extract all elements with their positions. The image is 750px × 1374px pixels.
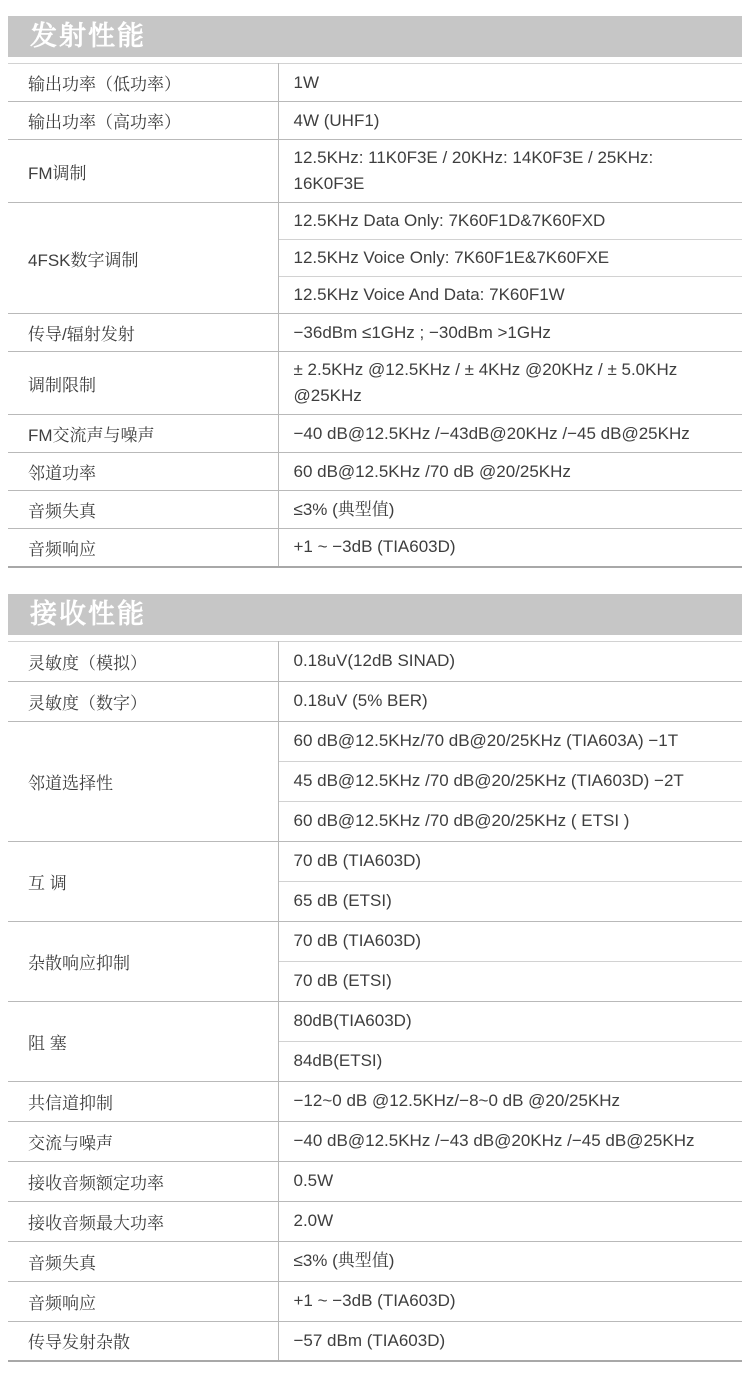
spec-label: 邻道功率 — [8, 453, 278, 491]
spec-value: 12.5KHz Voice Only: 7K60F1E&7K60FXE — [278, 240, 742, 277]
spec-value: −57 dBm (TIA603D) — [293, 1330, 446, 1350]
spec-label: 邻道选择性 — [8, 721, 278, 841]
table-row — [8, 1241, 742, 1281]
spec-value: +1 ~ −3dB (TIA603D) — [293, 537, 456, 557]
spec-value: 70 dB (TIA603D) — [278, 841, 742, 881]
spec-label: 输出功率（高功率） — [8, 102, 278, 140]
table-row — [8, 841, 742, 881]
table-row — [8, 64, 742, 102]
table-row — [8, 453, 742, 491]
spec-value: 70 dB (ETSI) — [278, 961, 742, 1001]
table-row — [8, 1281, 742, 1321]
spec-value: ≤3% (典型值) — [278, 491, 742, 529]
spec-value: +1 ~ −3dB (TIA603D) — [278, 1281, 742, 1321]
table-row — [8, 529, 742, 567]
table-row — [8, 921, 742, 961]
spec-label: 输出功率（低功率） — [8, 64, 278, 102]
spec-value: ± 2.5KHz @12.5KHz / ± 4KHz @20KHz / ± 5.0KHz @25KHz — [278, 352, 742, 415]
spec-label: 杂散响应抑制 — [8, 921, 278, 1001]
spec-value: −40 dB@12.5KHz /−43dB@20KHz /−45 dB@25KHz — [278, 415, 742, 453]
spec-value: 45 dB@12.5KHz /70 dB@20/25KHz (TIA603D) −2T — [278, 761, 742, 801]
spec-label: 接收音频最大功率 — [8, 1201, 278, 1241]
rx-section-title: 接收性能 — [30, 598, 146, 629]
table-row — [8, 1081, 742, 1121]
spec-value: −40 dB@12.5KHz /−43 dB@20KHz /−45 dB@25KHz — [278, 1121, 742, 1161]
tx-section-title: 发射性能 — [30, 21, 146, 51]
spec-label: 互 调 — [8, 841, 278, 921]
spec-value: 4W (UHF1) — [278, 102, 742, 140]
spec-value: 2.0W — [278, 1201, 742, 1241]
spec-value: 0.5W — [278, 1161, 742, 1201]
spec-value: 12.5KHz Data Only: 7K60F1D&7K60FXD — [278, 203, 742, 240]
spec-value: −36dBm ≤1GHz ; −30dBm >1GHz — [278, 314, 742, 352]
spec-label: FM调制 — [8, 140, 278, 203]
table-row — [8, 102, 742, 140]
spec-label: 调制限制 — [8, 352, 278, 415]
table-row — [8, 352, 742, 415]
rx-section-header — [8, 594, 742, 635]
rx-spec-table — [8, 641, 742, 1363]
spec-value: 1W — [278, 64, 742, 102]
table-row — [8, 1321, 742, 1361]
spec-value: 65 dB (ETSI) — [278, 881, 742, 921]
table-row — [8, 203, 742, 240]
table-row — [8, 1001, 742, 1041]
table-row — [8, 140, 742, 203]
spec-value: ≤3% (典型值) — [278, 1241, 742, 1281]
spec-value: −12~0 dB @12.5KHz/−8~0 dB @20/25KHz — [278, 1081, 742, 1121]
spec-label: 音频响应 — [8, 1281, 278, 1321]
table-row — [8, 641, 742, 681]
tx-performance-section — [8, 16, 742, 568]
table-row — [8, 721, 742, 761]
spec-value: 12.5KHz: 11K0F3E / 20KHz: 14K0F3E / 25KHz: 16K0F3E — [278, 140, 742, 203]
table-row — [8, 1201, 742, 1241]
table-row — [8, 1121, 742, 1161]
table-row — [8, 491, 742, 529]
spec-label: 交流与噪声 — [8, 1121, 278, 1161]
spec-value: 70 dB (TIA603D) — [278, 921, 742, 961]
spec-label: 传导/辐射发射 — [8, 314, 278, 352]
spec-value: 60 dB@12.5KHz /70 dB@20/25KHz ( ETSI ) — [278, 801, 742, 841]
spec-label: 接收音频额定功率 — [8, 1161, 278, 1201]
spec-value: 80dB(TIA603D) — [278, 1001, 742, 1041]
table-row — [8, 415, 742, 453]
table-row — [8, 681, 742, 721]
spec-label: 灵敏度（模拟） — [8, 641, 278, 681]
spec-label: FM交流声与噪声 — [8, 415, 278, 453]
spec-label: 传导发射杂散 — [8, 1321, 278, 1361]
tx-spec-table — [8, 63, 742, 568]
spec-label: 音频失真 — [8, 1241, 278, 1281]
spec-label: 灵敏度（数字） — [8, 681, 278, 721]
table-row — [8, 1161, 742, 1201]
spec-value: 84dB(ETSI) — [278, 1041, 742, 1081]
spec-label: 音频响应 — [8, 529, 278, 567]
spec-value: 0.18uV (5% BER) — [278, 681, 742, 721]
spec-value: 60 dB@12.5KHz/70 dB@20/25KHz (TIA603A) −1T — [278, 721, 742, 761]
rx-performance-section — [8, 594, 742, 1363]
tx-section-header — [8, 16, 742, 57]
spec-value: 12.5KHz Voice And Data: 7K60F1W — [278, 277, 742, 314]
table-row — [8, 314, 742, 352]
spec-value: 60 dB@12.5KHz /70 dB @20/25KHz — [278, 453, 742, 491]
spec-label: 4FSK数字调制 — [8, 203, 278, 314]
spec-value: 0.18uV(12dB SINAD) — [278, 641, 742, 681]
spec-label: 阻 塞 — [8, 1001, 278, 1081]
spec-label: 共信道抑制 — [8, 1081, 278, 1121]
spec-label: 音频失真 — [8, 491, 278, 529]
